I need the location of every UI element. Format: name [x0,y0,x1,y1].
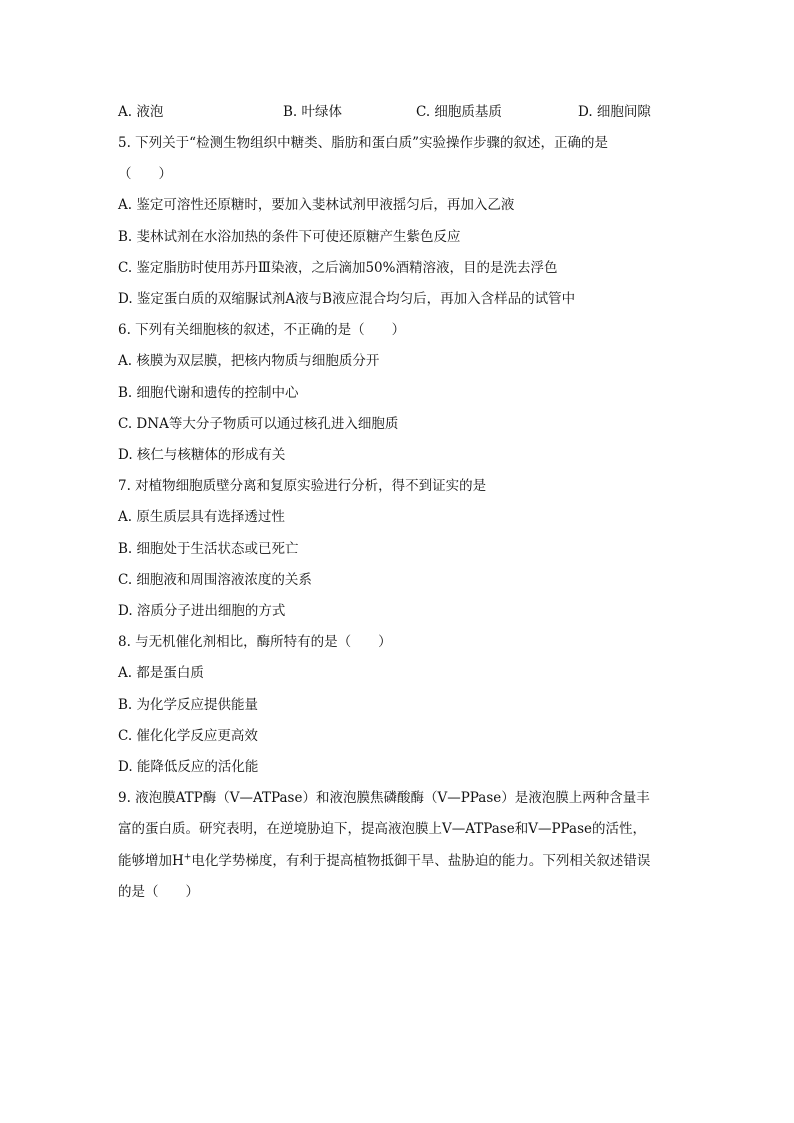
q6-option-c: C. DNA等大分子物质可以通过核孔进入细胞质 [118,416,399,432]
q9-stem-line-3 [118,851,650,871]
q4-options-row [118,102,678,122]
q8-option-d: D. 能降低反应的活化能 [118,759,259,775]
q6-option-a: A. 核膜为双层膜，把核内物质与细胞质分开 [118,353,380,369]
q7-option-d: D. 溶质分子进出细胞的方式 [118,603,286,619]
q9-line-3-start: 能够增加H [118,853,184,869]
q4-option-c: C. 细胞质基质 [416,104,502,120]
q6-option-b: B. 细胞代谢和遗传的控制中心 [118,385,299,401]
q9-stem-line-4: 的是（ ） [118,884,199,900]
q4-option-b: B. 叶绿体 [283,104,343,120]
q8-option-a: A. 都是蛋白质 [118,665,204,681]
q7-option-c: C. 细胞液和周围溶液浓度的关系 [118,572,312,588]
q5-stem: 5. 下列关于“检测生物组织中糖类、脂肪和蛋白质”实验操作步骤的叙述，正确的是 [118,135,608,151]
q8-option-b: B. 为化学反应提供能量 [118,697,259,713]
q6-stem: 6. 下列有关细胞核的叙述，不正确的是（ ） [118,322,406,338]
q5-answer-paren: （ ） [118,166,172,182]
q8-stem: 8. 与无机催化剂相比，酶所特有的是（ ） [118,634,392,650]
q9-line-3-superscript: + [183,852,192,863]
q9-stem-line-1: 9. 液泡膜ATP酶（V—ATPase）和液泡膜焦磷酸酶（V—PPase）是液泡膜上两种含量丰 [118,790,650,806]
q7-option-a: A. 原生质层具有选择透过性 [118,509,285,525]
q8-option-c: C. 催化化学反应更高效 [118,728,258,744]
q9-stem-line-2: 富的蛋白质。研究表明，在逆境胁迫下，提高液泡膜上V—ATPase和V—PPase的活性， [118,821,646,837]
q5-option-c: C. 鉴定脂肪时使用苏丹Ⅲ染液，之后滴加50%酒精溶液，目的是洗去浮色 [118,260,558,276]
q7-stem: 7. 对植物细胞质壁分离和复原实验进行分析，得不到证实的是 [118,478,487,494]
q5-option-b: B. 斐林试剂在水浴加热的条件下可使还原糖产生紫色反应 [118,229,461,245]
q7-option-b: B. 细胞处于生活状态或已死亡 [118,541,299,557]
q5-option-d: D. 鉴定蛋白质的双缩脲试剂A液与B液应混合均匀后，再加入含样品的试管中 [118,291,576,307]
q6-option-d: D. 核仁与核糖体的形成有关 [118,447,286,463]
q9-line-3-end: 电化学势梯度，有利于提高植物抵御干旱、盐胁迫的能力。下列相关叙述错误 [191,853,651,869]
q5-option-a: A. 鉴定可溶性还原糖时，要加入斐林试剂甲液摇匀后，再加入乙液 [118,197,515,213]
q4-option-a: A. 液泡 [118,104,164,120]
q4-option-d: D. 细胞间隙 [578,104,651,120]
